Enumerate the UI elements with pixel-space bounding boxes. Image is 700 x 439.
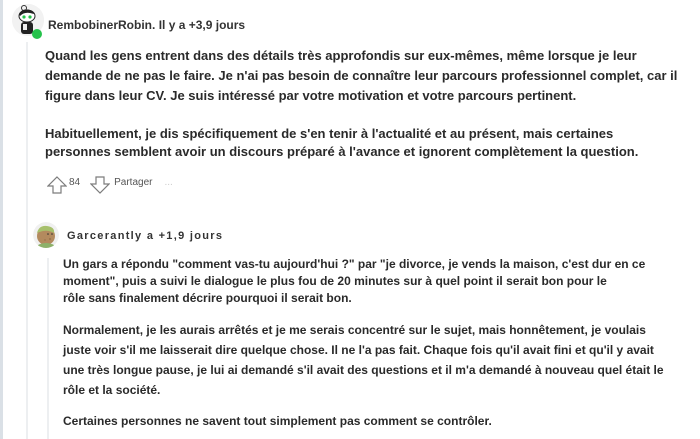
avatar[interactable] bbox=[33, 222, 59, 248]
text-line: rôle et la société. bbox=[63, 383, 161, 397]
comment-paragraph bbox=[45, 125, 695, 161]
text-line: figure dans leur CV. Je suis intéressé par votre motivation et votre parcours pertinent. bbox=[45, 88, 577, 103]
comment-header bbox=[48, 18, 245, 32]
upvote-button[interactable] bbox=[47, 176, 67, 194]
comment-paragraph bbox=[63, 320, 698, 400]
arrow-down-icon bbox=[90, 176, 110, 194]
text-line: Habituellement, je dis spécifiquement de s'en tenir à l'actualité et au présent, mais certaines bbox=[45, 126, 614, 141]
text-line: Un gars a répondu "comment vas-tu aujourd'hui ?" par "je divorce, je vends la maison, c'est dur en ce bbox=[63, 257, 646, 271]
share-button[interactable]: Partager bbox=[114, 176, 153, 188]
text-line: une très longue pause, je lui ai demandé s'il avait des questions et il m'a demandé à nouveau quel était le bbox=[63, 363, 664, 377]
timestamp[interactable]: a +1,9 jours bbox=[146, 230, 224, 242]
vote-count: 84 bbox=[69, 176, 81, 188]
username-link[interactable]: RembobinerRobin. bbox=[48, 18, 156, 32]
text-line: juste voir s'il me laisserait dire quelque chose. Il ne l'a pas fait. Chaque fois qu'il avait fini et qu'il y avait bbox=[63, 343, 654, 357]
thread-line-reply[interactable] bbox=[47, 258, 49, 439]
thread-line-root[interactable] bbox=[26, 42, 28, 439]
online-indicator bbox=[32, 29, 42, 39]
downvote-button[interactable] bbox=[90, 176, 110, 194]
comment-body bbox=[63, 256, 698, 430]
snoo-avatar-icon bbox=[33, 222, 59, 248]
comment-body bbox=[45, 46, 695, 161]
text-line: rôle sans finalement décrire pourquoi il serait bon. bbox=[63, 291, 352, 305]
comment-paragraph bbox=[45, 46, 695, 106]
text-line: Certaines personnes ne savent tout simplement pas comment se contrôler. bbox=[63, 414, 492, 428]
text-line: personnes semblent avoir un discours préparé à l'avance et ignorent complètement la question. bbox=[45, 144, 639, 159]
comment-header bbox=[67, 230, 223, 242]
text-line: demande de ne pas le faire. Je n'ai pas besoin de connaître leur parcours professionnel complet, car il bbox=[45, 68, 678, 83]
comment-actions bbox=[47, 176, 173, 194]
comment-paragraph bbox=[63, 256, 698, 307]
timestamp[interactable]: Il y a +3,9 jours bbox=[158, 18, 246, 32]
page-edge-strip bbox=[0, 0, 3, 439]
text-line: Normalement, je les aurais arrêtés et je me serais concentré sur le sujet, mais honnêtement, je voulais bbox=[63, 323, 646, 337]
comment-paragraph bbox=[63, 413, 698, 430]
arrow-up-icon bbox=[47, 176, 67, 194]
more-options-button[interactable]: ... bbox=[164, 176, 173, 188]
text-line: moment", puis a suivi le dialogue le plus fou de 20 minutes sur à quel point il serait bon pour le bbox=[63, 274, 607, 288]
username-link[interactable]: Garcerantly bbox=[67, 230, 143, 242]
text-line: Quand les gens entrent dans des détails très approfondis sur eux-mêmes, même lorsque je leur bbox=[45, 48, 637, 63]
